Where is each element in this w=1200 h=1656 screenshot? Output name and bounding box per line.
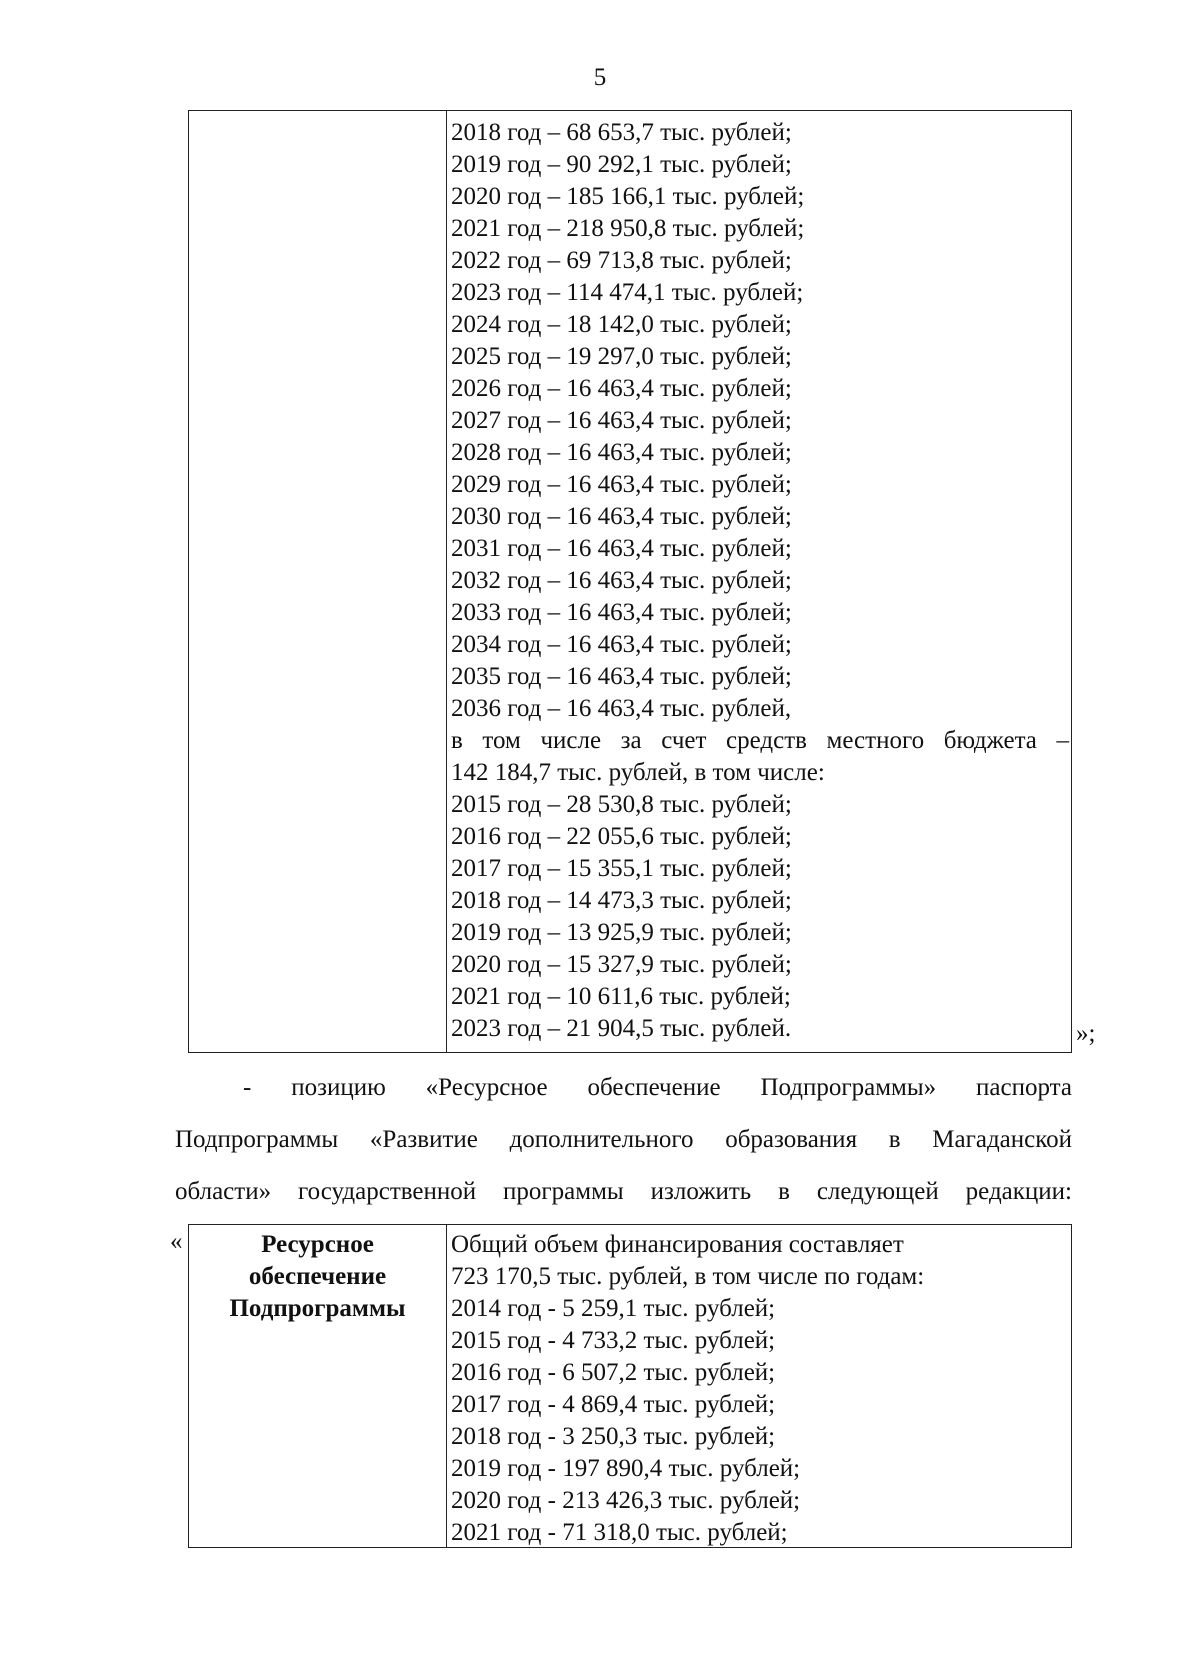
funding-line: 2024 год – 18 142,0 тыс. рублей; — [451, 311, 792, 338]
funding-line: 2036 год – 16 463,4 тыс. рублей, — [451, 695, 792, 722]
resource-provision-table — [188, 1224, 1072, 1548]
total-funding-amount-line: 723 170,5 тыс. рублей, в том числе по годам: — [451, 1263, 925, 1290]
funding-line: 2018 год – 14 473,3 тыс. рублей; — [451, 887, 792, 914]
table-right-cell — [447, 111, 1071, 1052]
funding-line: 2022 год – 69 713,8 тыс. рублей; — [451, 247, 792, 274]
header-line: обеспечение — [248, 1263, 387, 1290]
total-funding-line: Общий объем финансирования составляет — [451, 1231, 904, 1258]
funding-line: 2030 год – 16 463,4 тыс. рублей; — [451, 503, 792, 530]
funding-line: 2026 год – 16 463,4 тыс. рублей; — [451, 375, 792, 402]
closing-quote: »; — [1076, 1020, 1096, 1047]
resource-provision-value-cell — [447, 1225, 1071, 1547]
funding-line: 2014 год - 5 259,1 тыс. рублей; — [451, 1295, 776, 1322]
funding-line: 2021 год – 218 950,8 тыс. рублей; — [451, 215, 805, 242]
funding-line: 2021 год - 71 318,0 тыс. рублей; — [451, 1519, 788, 1546]
funding-line: 2035 год – 16 463,4 тыс. рублей; — [451, 663, 792, 690]
funding-line: 2019 год - 197 890,4 тыс. рублей; — [451, 1455, 801, 1482]
funding-line: 2018 год - 3 250,3 тыс. рублей; — [451, 1423, 776, 1450]
page-number: 5 — [593, 64, 607, 91]
funding-table-continued — [188, 110, 1072, 1053]
funding-line: 2031 год – 16 463,4 тыс. рублей; — [451, 535, 792, 562]
paragraph-line: области» государственной программы изложить в следующей редакции: — [175, 1178, 1072, 1205]
local-budget-line: в том числе за счет средств местного бюджета – — [451, 727, 1069, 754]
header-line: Подпрограммы — [229, 1295, 406, 1322]
local-budget-total-line: 142 184,7 тыс. рублей, в том числе: — [451, 759, 825, 786]
funding-line: 2016 год – 22 055,6 тыс. рублей; — [451, 823, 792, 850]
funding-line: 2032 год – 16 463,4 тыс. рублей; — [451, 567, 792, 594]
table-left-cell-empty — [189, 111, 447, 1052]
funding-line: 2020 год – 15 327,9 тыс. рублей; — [451, 951, 792, 978]
funding-line: 2029 год – 16 463,4 тыс. рублей; — [451, 471, 792, 498]
funding-line: 2027 год – 16 463,4 тыс. рублей; — [451, 407, 792, 434]
funding-line: 2018 год – 68 653,7 тыс. рублей; — [451, 119, 792, 146]
funding-line: 2020 год – 185 166,1 тыс. рублей; — [451, 183, 805, 210]
instruction-paragraph — [175, 1062, 1072, 1218]
funding-line: 2023 год – 21 904,5 тыс. рублей. — [451, 1015, 792, 1042]
paragraph-line: - позицию «Ресурсное обеспечение Подпрограммы» паспорта — [243, 1074, 1072, 1101]
funding-line: 2023 год – 114 474,1 тыс. рублей; — [451, 279, 804, 306]
funding-line: 2016 год - 6 507,2 тыс. рублей; — [451, 1359, 776, 1386]
opening-quote: « — [170, 1228, 183, 1255]
funding-line: 2028 год – 16 463,4 тыс. рублей; — [451, 439, 792, 466]
funding-line: 2021 год – 10 611,6 тыс. рублей; — [451, 983, 791, 1010]
funding-line: 2015 год – 28 530,8 тыс. рублей; — [451, 791, 792, 818]
funding-line: 2019 год – 13 925,9 тыс. рублей; — [451, 919, 792, 946]
paragraph-line: Подпрограммы «Развитие дополнительного образования в Магаданской — [175, 1126, 1072, 1153]
funding-line: 2017 год – 15 355,1 тыс. рублей; — [451, 855, 792, 882]
funding-line: 2017 год - 4 869,4 тыс. рублей; — [451, 1391, 776, 1418]
funding-line: 2033 год – 16 463,4 тыс. рублей; — [451, 599, 792, 626]
funding-line: 2015 год - 4 733,2 тыс. рублей; — [451, 1327, 776, 1354]
header-line: Ресурсное — [261, 1231, 374, 1258]
funding-line: 2020 год - 213 426,3 тыс. рублей; — [451, 1487, 801, 1514]
funding-line: 2025 год – 19 297,0 тыс. рублей; — [451, 343, 792, 370]
resource-provision-header-cell — [189, 1225, 447, 1547]
funding-line: 2019 год – 90 292,1 тыс. рублей; — [451, 151, 792, 178]
funding-line: 2034 год – 16 463,4 тыс. рублей; — [451, 631, 792, 658]
